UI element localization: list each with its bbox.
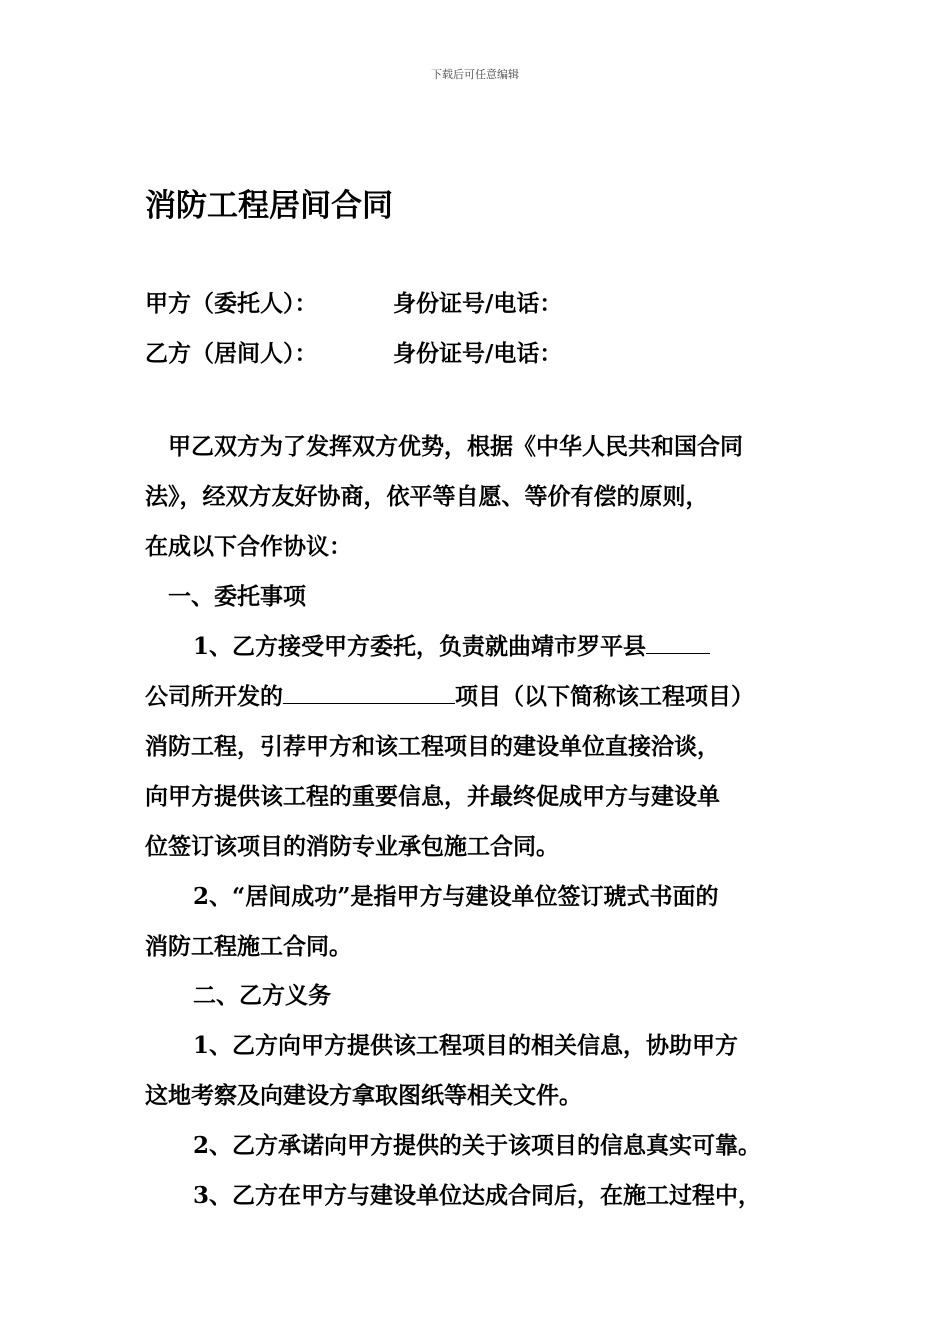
section-2-item-1-line: 这地考察及向建设方拿取图纸等相关文件。 — [145, 1082, 582, 1109]
party-a-role: 甲方（委托人）： — [145, 290, 318, 317]
section-1-item-2-line: 2、“居间成功”是指甲方与建设单位签订琥式书面的 — [193, 883, 719, 910]
section-1-item-1-text: 项目（以下简称该工程项目） — [455, 683, 754, 710]
party-a-id-label: 身份证号/电话： — [393, 290, 563, 317]
header-note: 下载后可任意编辑 — [431, 68, 519, 81]
section-1-item-1-text: 公司所开发的 — [145, 683, 283, 710]
section-2-item-2-line: 2、乙方承诺向甲方提供的关于该项目的信息真实可靠。 — [193, 1132, 762, 1159]
party-a-line — [145, 285, 562, 318]
section-1-item-2-line: 消防工程施工合同。 — [145, 933, 352, 960]
preamble — [145, 422, 815, 572]
section-1-item-1-line — [145, 622, 815, 672]
document-title: 消防工程居间合同 — [145, 188, 393, 224]
preamble-line: 甲乙双方为了发挥双方优势，根据《中华人民共和国合同 — [168, 433, 743, 460]
party-b-id-label: 身份证号/电话： — [393, 340, 563, 367]
section-1-item-1-text: 1、乙方接受甲方委托，负责就曲靖市罗平县 — [193, 633, 647, 660]
party-b-line — [145, 335, 562, 368]
blank-company — [646, 652, 710, 654]
section-1-heading: 一、委托事项 — [168, 583, 306, 610]
section-1 — [145, 572, 815, 972]
preamble-line: 在成以下合作协议： — [145, 533, 352, 560]
section-1-item-1-line — [145, 672, 815, 722]
section-2-item-3-line: 3、乙方在甲方与建设单位达成合同后，在施工过程中， — [193, 1182, 762, 1209]
section-2 — [145, 971, 815, 1221]
section-1-item-1-line: 位签订该项目的消防专业承包施工合同。 — [145, 833, 559, 860]
blank-project — [283, 702, 455, 704]
section-2-heading: 二、乙方义务 — [193, 982, 331, 1009]
section-2-item-1-line: 1、乙方向甲方提供该工程项目的相关信息，协助甲方 — [193, 1032, 739, 1059]
party-b-role: 乙方（居间人）： — [145, 340, 318, 367]
section-1-item-1-line: 消防工程，引荐甲方和该工程项目的建设单位直接洽谈， — [145, 733, 720, 760]
preamble-line: 法》，经双方友好协商，依平等自愿、等价有偿的原则， — [145, 483, 709, 510]
section-1-item-1-line: 向甲方提供该工程的重要信息，并最终促成甲方与建设单 — [145, 783, 720, 810]
